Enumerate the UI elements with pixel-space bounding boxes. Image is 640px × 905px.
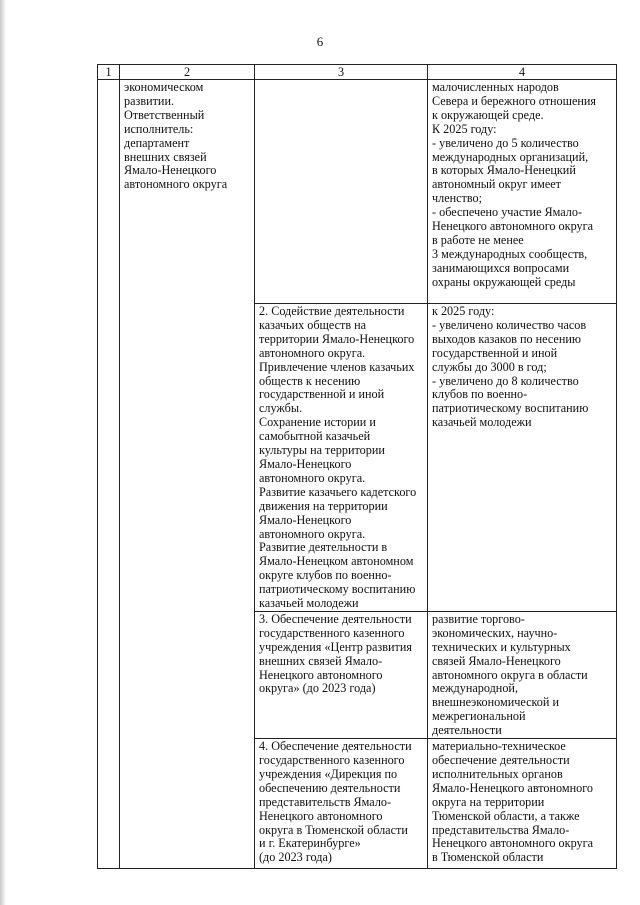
activity-cell: 3. Обеспечение деятельности государственного казенного учреждения «Центр развития внешних связей Ямало- Ненецкого автономного округа» (до 2023 года) <box>255 611 428 738</box>
objective-cell: экономическом развитии. Ответственный исполнитель: департамент внешних связей Ямало-Ненецкого автономного округа <box>120 80 255 869</box>
page-number: 6 <box>316 34 324 49</box>
result-cell: развитие торгово- экономических, научно- технических и культурных связей Ямало-Ненецкого автономного округа в области международной, внешнеэкономической и межрегиональной деятельности <box>428 611 617 738</box>
table-header <box>98 65 617 80</box>
result-cell: материально-техническое обеспечение деятельности исполнительных органов Ямало-Ненецкого автономного округа на территории Тюменской области, а также представительства Ямало- Ненецкого автономного округа в Тюменской области <box>428 739 617 869</box>
activity-cell <box>255 80 428 304</box>
header-col-4: 4 <box>428 65 617 80</box>
activity-cell: 4. Обеспечение деятельности государственного казенного учреждения «Дирекция по обеспечению деятельности представительств Ямало- Ненецкого автономного округа в Тюменской области и г. Екатеринбурге» (до 2023 года) <box>255 739 428 869</box>
row-number-cell <box>98 80 120 869</box>
header-col-3: 3 <box>255 65 428 80</box>
result-cell: малочисленных народов Севера и бережного отношения к окружающей среде. К 2025 году: - увеличено до 5 количество международных организаций, в которых Ямало-Ненецкий автономный округ имеет членство; - обеспечено участие Ямало- Ненецкого автономного округа в работе не менее 3 международных сообществ, занимающихся вопросами охраны окружающей среды <box>428 80 617 304</box>
result-cell: к 2025 году: - увеличено количество часов выходов казаков по несению государственной и иной службы до 3000 в год; - увеличено до 8 количество клубов по военно- патриотическому воспитанию казачьей молодежи <box>428 304 617 612</box>
program-table <box>97 64 617 869</box>
header-col-1: 1 <box>98 65 120 80</box>
header-row <box>98 65 617 80</box>
header-col-2: 2 <box>120 65 255 80</box>
activity-cell: 2. Содействие деятельности казачьих обществ на территории Ямало-Ненецкого автономного округа. Привлечение членов казачьих обществ к несению государственной и иной службы. Сохранение истории и самобытной казачьей культуры на территории Ямало-Ненецкого автономного округа. Развитие казачьего кадетского движения на территории Ямало-Ненецкого автономного округа. Развитие деятельности в Ямало-Ненецком автономном округе клубов по военно- патриотическому воспитанию казачьей молодежи <box>255 304 428 612</box>
scan-edge-shadow <box>0 0 6 905</box>
table-row <box>98 80 617 304</box>
table-body <box>98 80 617 869</box>
